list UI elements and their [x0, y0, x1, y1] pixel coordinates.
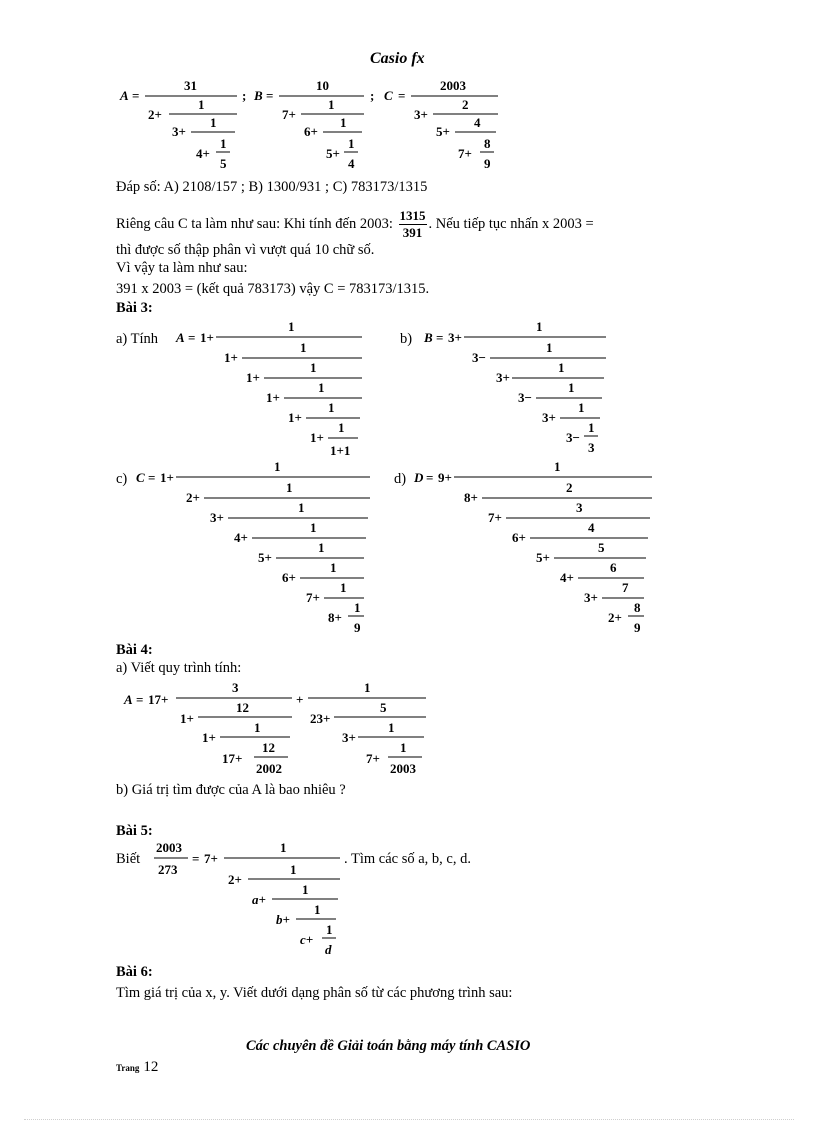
cf-num: 8: [634, 600, 641, 615]
cf-eq: =: [148, 470, 156, 485]
cf-term: 1+: [310, 430, 324, 445]
page-header: Casio fx: [370, 50, 425, 67]
cf-term: 7+: [488, 510, 502, 525]
bai4-b-label: b) Giá trị tìm được của A là bao nhiêu ?: [116, 782, 346, 798]
cf-num: 5: [598, 540, 605, 555]
cf-frac-num: 2003: [156, 840, 182, 855]
cf-term: 23+: [310, 711, 331, 726]
cf-one: 1: [290, 862, 297, 877]
bai6-text: Tìm giá trị của x, y. Viết dưới dạng phân số từ các phương trình sau:: [116, 985, 513, 1001]
cf-eq: =: [436, 330, 444, 345]
cf-term: 8+: [464, 490, 478, 505]
cf-one: 1: [354, 600, 361, 615]
bai6-title: Bài 6:: [116, 964, 153, 980]
cf-c-num: 2003: [440, 78, 466, 93]
cf-a-one: 1: [210, 115, 217, 130]
cf-term: 3+: [342, 730, 356, 745]
cf-a-term: 4+: [196, 146, 210, 161]
cf-num: 1: [364, 680, 371, 695]
cf-term: 2+: [186, 490, 200, 505]
cf-bai3-c: [132, 456, 378, 638]
bai4-title: Bài 4:: [116, 642, 153, 658]
cf-b-term: 7+: [282, 107, 296, 122]
cf-eq: =: [192, 851, 200, 866]
cf-a-term: 2+: [148, 107, 162, 122]
cf-one: 1: [546, 340, 553, 355]
cf-term: 4+: [560, 570, 574, 585]
cf-term: 6+: [512, 530, 526, 545]
cf-term: b+: [276, 912, 290, 927]
cf-bai3-b: [420, 316, 620, 460]
cf-b-one: 1: [328, 97, 335, 112]
cf-bai4: [116, 674, 436, 780]
cf-term: 17+: [222, 751, 243, 766]
cf-b-one: 1: [340, 115, 347, 130]
cf-term: 5+: [536, 550, 550, 565]
note-fraction: [399, 208, 427, 241]
cf-term: 8+: [328, 610, 342, 625]
cf-c-num-i: 8: [484, 136, 491, 151]
bai3-b-label: b): [400, 331, 413, 347]
cf-term: 1+: [202, 730, 216, 745]
cf-one: 1: [274, 459, 281, 474]
page-bottom-divider: [24, 1119, 794, 1120]
cf-c: [384, 78, 498, 171]
cf-last-den: 2003: [390, 761, 416, 776]
footer-title: Các chuyên đề Giải toán bằng máy tính CASIO: [246, 1038, 531, 1054]
cf-bai3-a: [172, 316, 372, 460]
cf-term: 3−: [472, 350, 486, 365]
cf-lhs: B: [424, 330, 433, 345]
cf-lhs: A: [124, 692, 133, 707]
cf-term: 6+: [282, 570, 296, 585]
cf-a-last-den: 5: [220, 156, 227, 171]
cf-term: 1+: [160, 470, 174, 485]
cf-num: 1: [254, 720, 261, 735]
cf-term: 7+: [366, 751, 380, 766]
bai5-tail: . Tìm các số a, b, c, d.: [344, 851, 471, 867]
cf-num: 1: [400, 740, 407, 755]
cf-term: c+: [300, 932, 314, 947]
cf-frac-den: 273: [158, 862, 178, 877]
bai3-c-label: c): [116, 471, 128, 487]
page-number: [116, 1058, 158, 1076]
cf-one: 1: [280, 840, 287, 855]
cf-term: a+: [252, 892, 266, 907]
bai5-biet: Biết: [116, 851, 141, 867]
cf-last-den: 9: [634, 620, 641, 635]
cf-a-eq: =: [132, 88, 140, 103]
cf-term: 3+: [496, 370, 510, 385]
cf-eq: =: [136, 692, 144, 707]
cf-one: 1: [326, 922, 333, 937]
note-line-1: [116, 208, 594, 241]
cf-term: 9+: [438, 470, 452, 485]
bai3-a-label: a) Tính: [116, 331, 159, 347]
cf-c-term: 7+: [458, 146, 472, 161]
cf-term: 2+: [228, 872, 242, 887]
cf-b-last-den: 4: [348, 156, 355, 171]
note-frac-num: 1315: [399, 208, 426, 223]
cf-one: 1: [536, 319, 543, 334]
note-frac-den: 391: [402, 225, 423, 240]
cf-one: 1: [298, 500, 305, 515]
cf-term: 3+: [210, 510, 224, 525]
cf-one: 1: [300, 340, 307, 355]
cf-b-term: 6+: [304, 124, 318, 139]
cf-lhs: D: [414, 470, 424, 485]
bai4-a-label: a) Viết quy trình tính:: [116, 660, 242, 676]
cf-term: 1+: [266, 390, 280, 405]
note-line-3: Vì vậy ta làm như sau:: [116, 260, 248, 276]
cf-term: 7+: [306, 590, 320, 605]
cf-b-num: 10: [316, 78, 329, 93]
cf-one: 1: [330, 560, 337, 575]
cf-b-eq: =: [266, 88, 274, 103]
cf-a-lhs: A: [120, 88, 129, 103]
cf-one: 1: [568, 380, 575, 395]
cf-a-one: 1: [198, 97, 205, 112]
cf-lhs: A: [176, 330, 185, 345]
cf-one: 1: [328, 400, 335, 415]
cf-last-den: 3: [588, 440, 595, 455]
note-text-b: . Nếu tiếp tục nhấn x 2003 =: [428, 215, 594, 232]
note-text-a: Riêng câu C ta làm như sau: Khi tính đến 2003:: [116, 215, 393, 232]
cf-num: 5: [380, 700, 387, 715]
cf-c-lhs: C: [384, 88, 393, 103]
cf-plus: +: [296, 692, 304, 707]
cf-c-num-i: 2: [462, 97, 469, 112]
cf-term: 2+: [608, 610, 622, 625]
cf-bai3-d: [410, 456, 660, 638]
cf-c-last-den: 9: [484, 156, 491, 171]
cf-a-term: 3+: [172, 124, 186, 139]
cf-bai5: [150, 836, 350, 964]
cf-one: 1: [314, 902, 321, 917]
separator: ;: [242, 88, 247, 103]
cf-last-den: 1+1: [330, 443, 351, 458]
cf-one: 1: [288, 319, 295, 334]
cf-one: 1: [310, 520, 317, 535]
cf-term: 1+: [180, 711, 194, 726]
cf-num: 12: [236, 700, 249, 715]
cf-one: 1: [588, 420, 595, 435]
bai3-title: Bài 3:: [116, 300, 153, 316]
note-line-2: thì được số thập phân vì vượt quá 10 chữ số.: [116, 242, 375, 258]
cf-c-num-i: 4: [474, 115, 481, 130]
cf-eq: =: [188, 330, 196, 345]
answer-text: Đáp số: A) 2108/157 ; B) 1300/931 ; C) 783173/1315: [116, 179, 428, 195]
cf-one: 1: [318, 380, 325, 395]
cf-b-lhs: B: [254, 88, 263, 103]
cf-num: 12: [262, 740, 275, 755]
cf-b: [253, 78, 364, 171]
cf-num: 2: [566, 480, 573, 495]
cf-one: 1: [558, 360, 565, 375]
cf-term: 7+: [204, 851, 218, 866]
cf-term: 3+: [542, 410, 556, 425]
cf-a: [119, 78, 237, 171]
cf-last-den: 9: [354, 620, 361, 635]
cf-num: 1: [554, 459, 561, 474]
cf-term: 3−: [518, 390, 532, 405]
cf-one: 1: [318, 540, 325, 555]
cf-term: 1+: [246, 370, 260, 385]
cf-one: 1: [578, 400, 585, 415]
cf-a-num: 31: [184, 78, 197, 93]
cf-lead: 17+: [148, 692, 169, 707]
cf-term: 1+: [224, 350, 238, 365]
cf-one: 1: [338, 420, 345, 435]
bai3-d-label: d): [394, 471, 407, 487]
cf-c-term: 5+: [436, 124, 450, 139]
note-line-4: 391 x 2003 = (kết quả 783173) vậy C = 783173/1315.: [116, 281, 430, 297]
page-label: Trang: [116, 1063, 140, 1073]
cf-term: 1+: [288, 410, 302, 425]
cf-c-eq: =: [398, 88, 406, 103]
cf-b-last-num: 1: [348, 136, 355, 151]
cf-num: 1: [388, 720, 395, 735]
bai5-title: Bài 5:: [116, 823, 153, 839]
page-num: 12: [143, 1059, 159, 1075]
cf-last-den: d: [325, 942, 332, 957]
cf-c-term: 3+: [414, 107, 428, 122]
cf-b-term: 5+: [326, 146, 340, 161]
cf-eq: =: [426, 470, 434, 485]
cf-term: 5+: [258, 550, 272, 565]
cf-term: 4+: [234, 530, 248, 545]
cf-one: 1: [340, 580, 347, 595]
cf-term: 3+: [448, 330, 462, 345]
cf-num: 7: [622, 580, 629, 595]
cf-term: 3−: [566, 430, 580, 445]
separator: ;: [370, 88, 375, 103]
cf-last-den: 2002: [256, 761, 282, 776]
cf-one: 1: [310, 360, 317, 375]
cf-num: 3: [232, 680, 239, 695]
cf-num: 4: [588, 520, 595, 535]
cf-row-abc: [112, 72, 512, 180]
cf-term: 3+: [584, 590, 598, 605]
cf-num: 3: [576, 500, 583, 515]
cf-num: 6: [610, 560, 617, 575]
cf-term: 1+: [200, 330, 214, 345]
cf-lhs: C: [136, 470, 145, 485]
cf-one: 1: [286, 480, 293, 495]
cf-one: 1: [302, 882, 309, 897]
cf-a-last-num: 1: [220, 136, 227, 151]
